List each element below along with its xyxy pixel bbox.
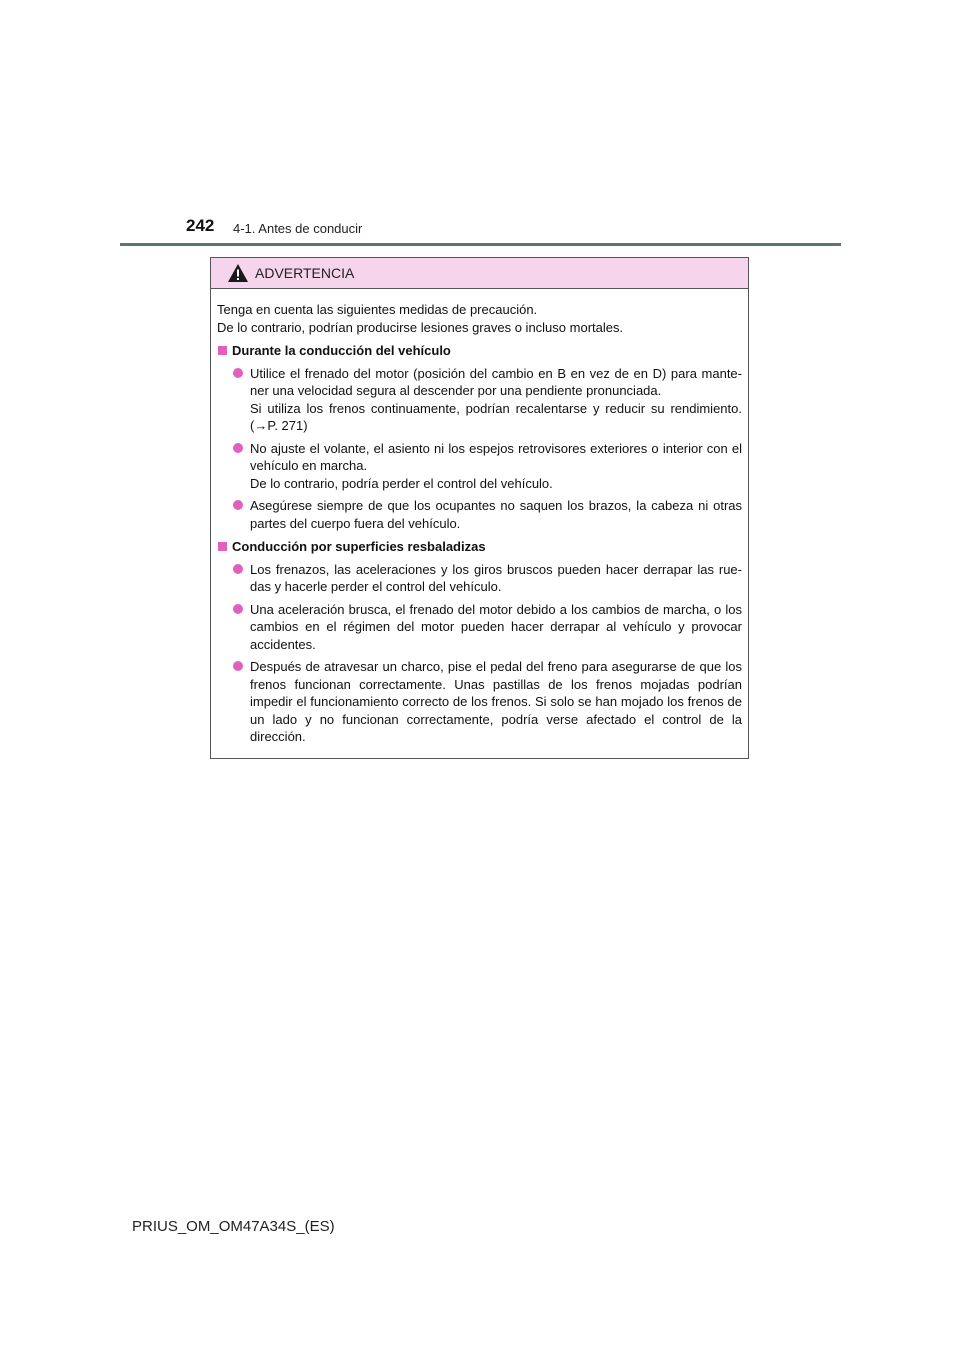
bullet-dot-icon (233, 368, 243, 378)
bullet-text (250, 497, 742, 532)
subheading-text: Conducción por superficies resbaladizas (232, 539, 486, 554)
bullet-paragraph: Si utiliza los frenos continuamente, podrían recalentarse y reducir su rendimiento. (→P. 271) (250, 400, 742, 433)
subheading-text: Durante la conducción del vehículo (232, 343, 451, 358)
bullet-text (250, 601, 742, 654)
warning-header (211, 258, 748, 289)
bullet-item (217, 601, 742, 654)
bullet-dot-icon (233, 604, 243, 614)
subheading (217, 342, 742, 360)
page-number: 242 (186, 216, 215, 235)
warning-body (211, 289, 748, 746)
bullet-item (217, 658, 742, 746)
warning-intro (217, 301, 742, 336)
bullet-paragraph: De lo contrario, podría perder el control del vehículo. (250, 475, 553, 491)
square-bullet-icon (218, 542, 227, 551)
intro-line: Tenga en cuenta las siguientes medidas de precaución. (217, 302, 538, 317)
bullet-dot-icon (233, 564, 243, 574)
warning-title: ADVERTENCIA (255, 265, 355, 281)
bullet-text (250, 440, 742, 493)
bullet-dot-icon (233, 443, 243, 453)
warning-box (210, 257, 749, 759)
bullet-item (217, 440, 742, 493)
bullet-paragraph: Utilice el frenado del motor (posición del cambio en B en vez de en D) para mante-ner una velocidad segura al descender por una pendiente pronunciada. (250, 365, 742, 398)
bullet-paragraph: No ajuste el volante, el asiento ni los espejos retrovisores exteriores o interior con el vehículo en marcha. (250, 440, 742, 473)
bullet-dot-icon (233, 661, 243, 671)
intro-line: De lo contrario, podrían producirse lesiones graves o incluso mortales. (217, 319, 624, 335)
warning-triangle-icon (227, 263, 249, 283)
subheading (217, 538, 742, 556)
header-rule (120, 243, 841, 246)
bullet-item (217, 365, 742, 435)
bullet-paragraph: Después de atravesar un charco, pise el pedal del freno para asegurarse de que los frenos funcionan correctamente. Unas pastillas de los frenos mojadas podrían impedir el funcionamiento correcto de los frenos. Si solo se han mojado los frenos de un lado y no funcionan correctamente, podría verse afectado el control de la dirección. (250, 659, 742, 744)
section-title: 4-1. Antes de conducir (233, 221, 363, 236)
bullet-text (250, 658, 742, 746)
square-bullet-icon (218, 346, 227, 355)
bullet-paragraph: Una aceleración brusca, el frenado del motor debido a los cambios de marcha, o los cambios en el régimen del motor pueden hacer derrapar al vehículo y provocar accidentes. (250, 601, 742, 652)
bullet-dot-icon (233, 500, 243, 510)
bullet-item (217, 561, 742, 596)
bullet-paragraph: Los frenazos, las aceleraciones y los giros bruscos pueden hacer derrapar las rue-das y hacerle perder el control del vehículo. (250, 561, 742, 594)
bullet-text (250, 561, 742, 596)
document-id: PRIUS_OM_OM47A34S_(ES) (132, 1218, 335, 1235)
bullet-item (217, 497, 742, 532)
bullet-text (250, 365, 742, 435)
bullet-paragraph: Asegúrese siempre de que los ocupantes no saquen los brazos, la cabeza ni otras partes del cuerpo fuera del vehículo. (250, 498, 742, 531)
